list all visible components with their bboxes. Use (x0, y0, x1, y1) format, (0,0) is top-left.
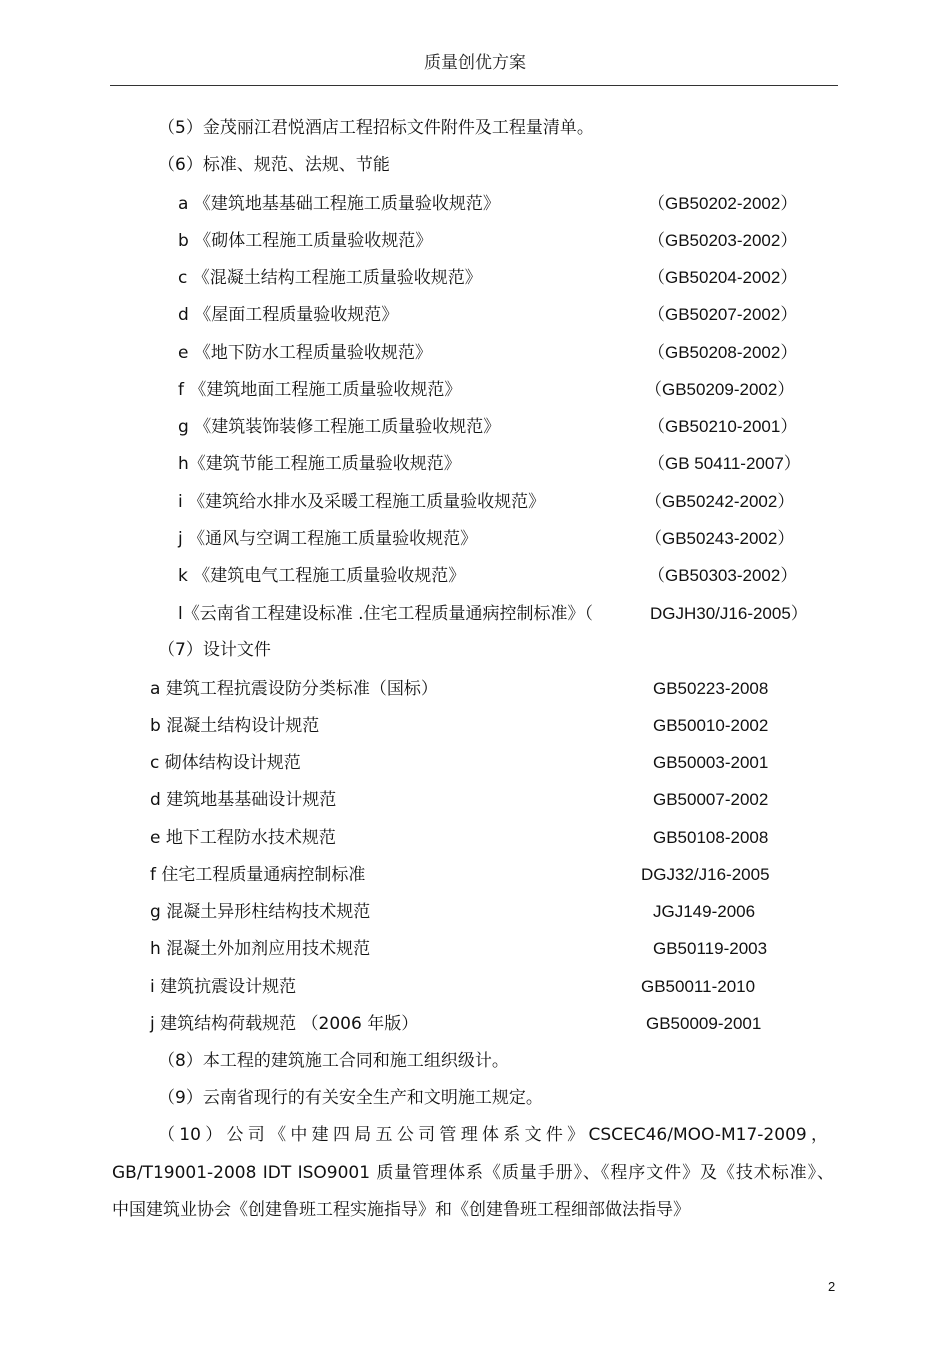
design-d-code: GB50007-2002 (653, 790, 769, 809)
standard-d-code: （GB50207-2002） (648, 305, 798, 324)
standard-l-code: DGJH30/J16-2005） (650, 604, 808, 623)
design-b-label: b 混凝土结构设计规范 (150, 716, 320, 736)
standard-f-code: （GB50209-2002） (645, 380, 795, 399)
page-number: 2 (828, 1279, 836, 1294)
design-h-label: h 混凝土外加剂应用技术规范 (150, 939, 371, 959)
item-7-heading: （7）设计文件 (158, 640, 271, 660)
standard-c-label: c 《混凝土结构工程施工质量验收规范》 (178, 268, 482, 288)
design-e-code: GB50108-2008 (653, 828, 769, 847)
design-c-label: c 砌体结构设计规范 (150, 753, 301, 773)
item-8: （8）本工程的建筑施工合同和施工组织级计。 (158, 1051, 509, 1071)
design-b-code: GB50010-2002 (653, 716, 769, 735)
design-f-code: DGJ32/J16-2005 (641, 865, 770, 884)
item-5: （5）金茂丽江君悦酒店工程招标文件附件及工程量清单。 (158, 118, 594, 138)
standard-h-label: h《建筑节能工程施工质量验收规范》 (178, 454, 461, 474)
design-i-label: i 建筑抗震设计规范 (150, 977, 297, 997)
design-e-label: e 地下工程防水技术规范 (150, 828, 336, 848)
page-header-title: 质量创优方案 (424, 53, 526, 73)
standard-a-code: （GB50202-2002） (648, 194, 798, 213)
standard-g-label: g 《建筑装饰装修工程施工质量验收规范》 (178, 417, 501, 437)
standard-e-label: e 《地下防水工程质量验收规范》 (178, 343, 432, 363)
design-a-label: a 建筑工程抗震设防分类标准（国标） (150, 679, 438, 699)
design-a-code: GB50223-2008 (653, 679, 769, 698)
design-h-code: GB50119-2003 (653, 939, 768, 958)
standard-f-label: f 《建筑地面工程施工质量验收规范》 (178, 380, 462, 400)
item-10-line-1: （10）公司《中建四局五公司管理体系文件》CSCEC46/MOO-M17-2009， (158, 1125, 828, 1145)
standard-b-code: （GB50203-2002） (648, 231, 798, 250)
standard-b-label: b 《砌体工程施工质量验收规范》 (178, 231, 433, 251)
standard-d-label: d 《屋面工程质量验收规范》 (178, 305, 399, 325)
item-6-heading: （6）标准、规范、法规、节能 (158, 155, 390, 175)
standard-g-code: （GB50210-2001） (648, 417, 798, 436)
standard-l-label: l《云南省工程建设标准 .住宅工程质量通病控制标准》（ (178, 604, 594, 624)
standard-e-code: （GB50208-2002） (648, 343, 798, 362)
standard-c-code: （GB50204-2002） (648, 268, 798, 287)
header-divider (110, 85, 838, 86)
design-j-label: j 建筑结构荷载规范 （2006 年版） (150, 1014, 419, 1034)
standard-k-code: （GB50303-2002） (648, 566, 798, 585)
standard-i-code: （GB50242-2002） (645, 492, 795, 511)
standard-a-label: a 《建筑地基基础工程施工质量验收规范》 (178, 194, 500, 214)
design-i-code: GB50011-2010 (641, 977, 756, 996)
item-9: （9）云南省现行的有关安全生产和文明施工规定。 (158, 1088, 543, 1108)
design-g-label: g 混凝土异形柱结构技术规范 (150, 902, 371, 922)
standard-i-label: i 《建筑给水排水及采暖工程施工质量验收规范》 (178, 492, 546, 512)
item-10-line-2: GB/T19001-2008 IDT ISO9001 质量管理体系《质量手册》、《程序文件》及《技术标准》、 (112, 1163, 834, 1183)
design-f-label: f 住宅工程质量通病控制标准 (150, 865, 366, 885)
standard-k-label: k 《建筑电气工程施工质量验收规范》 (178, 566, 466, 586)
standard-j-code: （GB50243-2002） (645, 529, 795, 548)
design-c-code: GB50003-2001 (653, 753, 769, 772)
standard-h-code: （GB 50411-2007） (648, 454, 801, 473)
design-d-label: d 建筑地基基础设计规范 (150, 790, 337, 810)
design-j-code: GB50009-2001 (646, 1014, 762, 1033)
standard-j-label: j 《通风与空调工程施工质量验收规范》 (178, 529, 478, 549)
item-10-line-3: 中国建筑业协会《创建鲁班工程实施指导》和《创建鲁班工程细部做法指导》 (112, 1200, 690, 1220)
design-g-code: JGJ149-2006 (653, 902, 756, 921)
